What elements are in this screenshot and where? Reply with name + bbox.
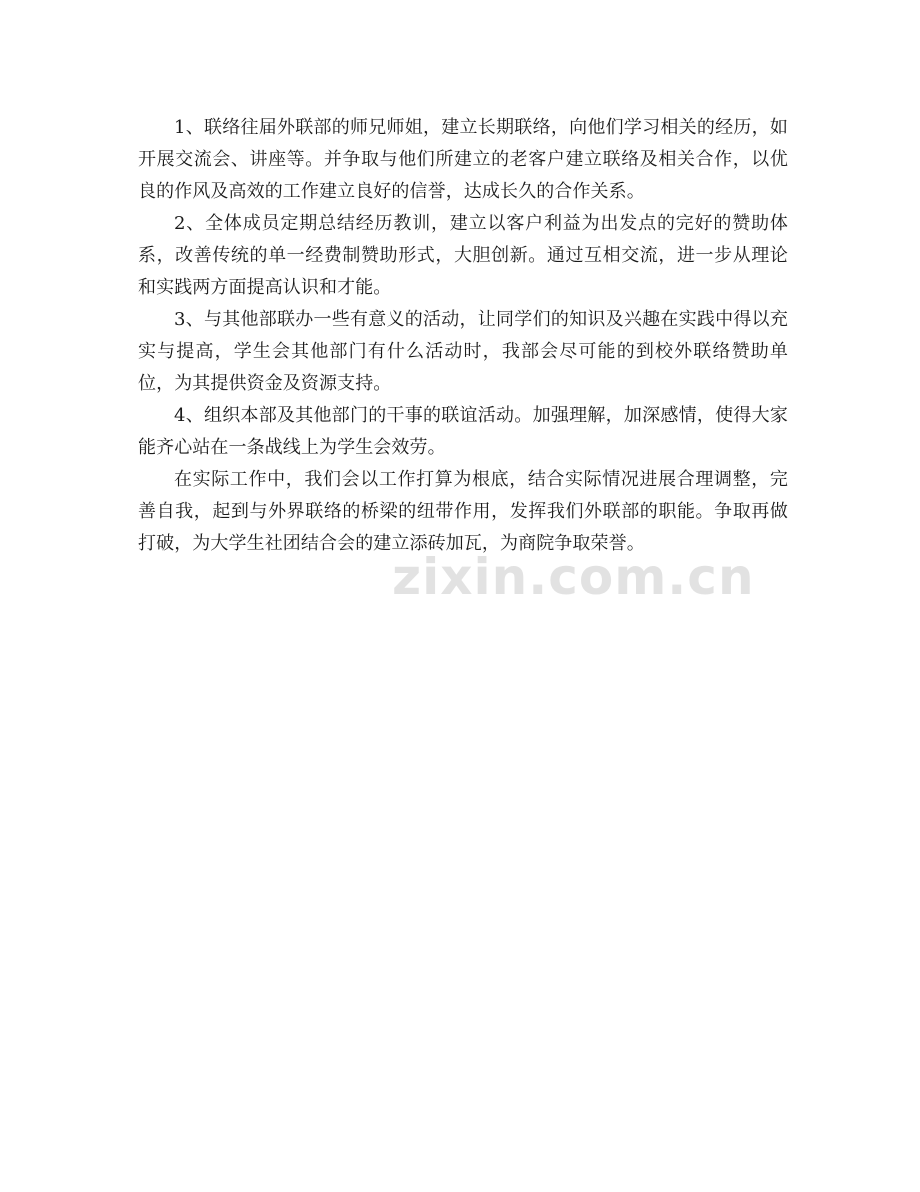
- document-body: [138, 112, 788, 560]
- watermark: zixin.com.cn: [392, 548, 755, 606]
- paragraph-5: 在实际工作中，我们会以工作打算为根底，结合实际情况进展合理调整，完善自我，起到与外界联络的桥梁的纽带作用，发挥我们外联部的职能。争取再做打破，为大学生社团结合会的建立添砖加瓦，为商院争取荣誉。: [138, 469, 788, 554]
- paragraph-3: 3、与其他部联办一些有意义的活动，让同学们的知识及兴趣在实践中得以充实与提高，学生会其他部门有什么活动时，我部会尽可能的到校外联络赞助单位，为其提供资金及资源支持。: [138, 309, 788, 394]
- paragraph-2: 2、全体成员定期总结经历教训，建立以客户利益为出发点的完好的赞助体系，改善传统的单一经费制赞助形式，大胆创新。通过互相交流，进一步从理论和实践两方面提高认识和才能。: [138, 213, 788, 298]
- paragraph-4: 4、组织本部及其他部门的干事的联谊活动。加强理解，加深感情，使得大家能齐心站在一条战线上为学生会效劳。: [138, 405, 788, 458]
- paragraph-1: 1、联络往届外联部的师兄师姐，建立长期联络，向他们学习相关的经历，如开展交流会、讲座等。并争取与他们所建立的老客户建立联络及相关合作，以优良的作风及高效的工作建立良好的信誉，达成长久的合作关系。: [138, 117, 788, 202]
